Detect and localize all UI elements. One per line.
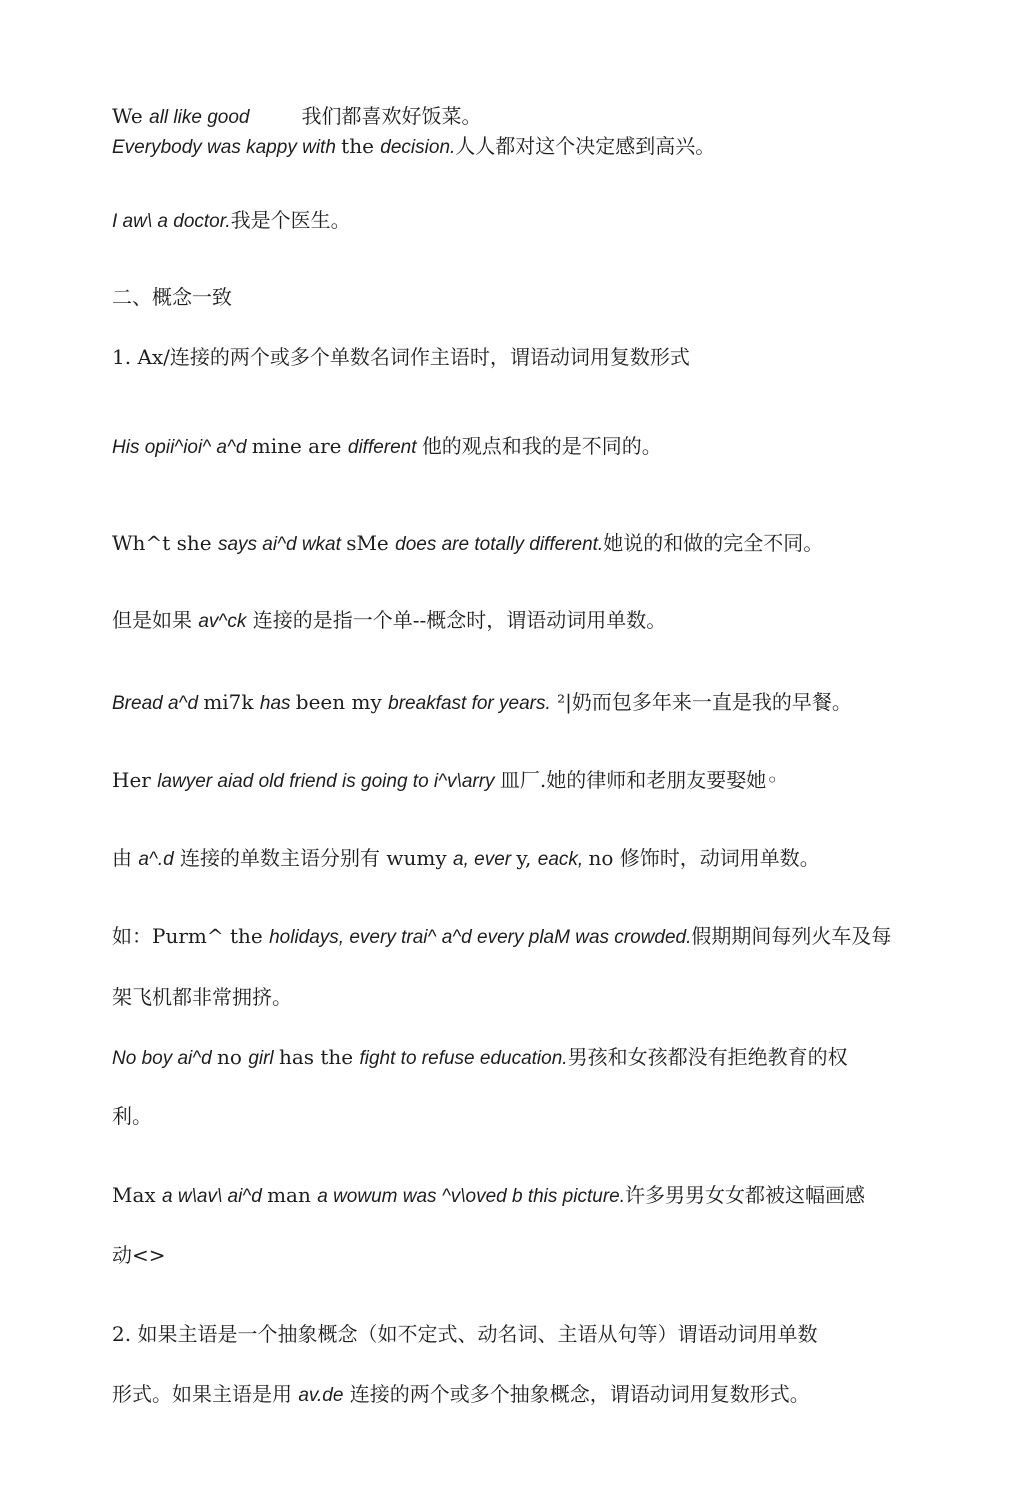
text-run: Max: [112, 1183, 163, 1207]
text-run: does are totally different.: [395, 534, 604, 555]
text-run: Bread a^d: [112, 693, 204, 714]
text-run: av^ck: [198, 611, 247, 632]
text-run: has: [259, 693, 296, 714]
rule-2: [112, 1320, 932, 1348]
text-run: 他的观点和我的是不同的。: [421, 434, 662, 458]
text-run: was ^v\oved b this picture.: [402, 1186, 625, 1207]
text-run: 架飞机都非常拥挤。: [112, 985, 292, 1009]
text-run: 但是如果: [112, 608, 199, 632]
example-line-1: [112, 102, 932, 132]
text-run: Her: [112, 768, 158, 792]
text-run: sMe: [346, 531, 396, 555]
text-run: 形式。如果主语是用: [112, 1382, 299, 1406]
text-run: a w\av\ ai^d: [162, 1186, 268, 1207]
section-heading: [112, 283, 932, 311]
text-run: mine are: [251, 434, 348, 458]
example-line-4: [112, 432, 932, 462]
text-run: His opii^ioi^ a^d: [112, 437, 252, 458]
text-run: 我是个医生。: [230, 208, 351, 232]
text-run: no 修饰时，动词用单数。: [588, 846, 820, 870]
text-run: 动<>: [112, 1243, 166, 1267]
text-run: eack,: [537, 849, 589, 870]
text-run: a, ever: [453, 849, 517, 870]
text-run: 我们都喜欢好饭菜。: [301, 104, 482, 128]
rule-note-1: [112, 606, 932, 636]
example-line-8: [112, 922, 932, 952]
text-run: lawyer aiad old friend is going to i^v\arry: [157, 771, 500, 792]
text-run: 许多男男女女都被这幅画感: [625, 1183, 865, 1207]
text-run: av.de: [298, 1385, 344, 1406]
example-line-9-cont: [112, 1102, 932, 1130]
text-run: 男孩和女孩都没有拒绝教育的权: [567, 1045, 848, 1069]
rule-note-2: [112, 844, 932, 874]
text-run: ²|奶而包多年来一直是我的早餐。: [550, 690, 852, 714]
text-run: I aw\ a doctor.: [112, 211, 231, 232]
text-run: 连接的两个或多个抽象概念，谓语动词用复数形式。: [343, 1382, 810, 1406]
text-run: No boy ai^d: [112, 1048, 218, 1069]
example-line-6: [112, 688, 932, 718]
text-run: the: [341, 134, 381, 158]
text-run: a^.d: [138, 849, 174, 870]
text-run: 假期期间每列火车及每: [691, 924, 892, 948]
text-run: 2. 如果主语是一个抽象概念（如不定式、动名词、主语从句等）谓语动词用单数: [112, 1322, 818, 1346]
example-line-9: [112, 1043, 932, 1073]
text-run: 二、概念一致: [112, 285, 232, 309]
example-line-10: [112, 1181, 932, 1211]
text-run: 皿厂.她的律师和老朋友要娶她◦: [499, 768, 778, 792]
text-run: 连接的单数主语分别有 wumy: [173, 846, 454, 870]
text-run: fight to refuse education.: [359, 1048, 568, 1069]
rule-2-cont: [112, 1380, 932, 1410]
text-run: We: [112, 104, 150, 128]
text-run: 由: [112, 846, 139, 870]
text-run: holidays, every trai^ a^d every plaM was crowded.: [269, 927, 692, 948]
example-line-10-cont: [112, 1241, 932, 1269]
text-run: girl: [248, 1048, 279, 1069]
text-run: 人人都对这个决定感到高兴。: [455, 134, 716, 158]
example-line-8-cont: [112, 983, 932, 1011]
text-run: a wowum: [317, 1186, 403, 1207]
example-line-3: [112, 206, 932, 236]
example-line-2: [112, 132, 932, 162]
text-run: has the: [278, 1045, 360, 1069]
text-run: 连接的是指一个单--概念时，谓语动词用单数。: [246, 608, 667, 632]
text-run: Everybody was kappy with: [112, 137, 342, 158]
text-run: different: [347, 437, 422, 458]
text-run: Wh^t she: [112, 531, 218, 555]
example-line-5: [112, 529, 932, 559]
text-run: 利。: [112, 1104, 152, 1128]
text-run: says ai^d wkat: [217, 534, 347, 555]
text-run: y,: [516, 846, 538, 870]
example-line-7: [112, 766, 932, 796]
text-run: 如：Purm^ the: [112, 924, 270, 948]
text-run: man: [267, 1183, 318, 1207]
text-run: 1. Ax/连接的两个或多个单数名词作主语时，谓语动词用复数形式: [112, 345, 690, 369]
text-run: 她说的和做的完全不同。: [603, 531, 824, 555]
rule-1: [112, 343, 932, 371]
text-run: breakfast for years.: [388, 693, 551, 714]
text-run: been my: [295, 690, 389, 714]
text-run: all like good: [149, 107, 250, 128]
text-run: decision.: [380, 137, 456, 158]
text-run: no: [217, 1045, 249, 1069]
text-run: mi7k: [203, 690, 260, 714]
